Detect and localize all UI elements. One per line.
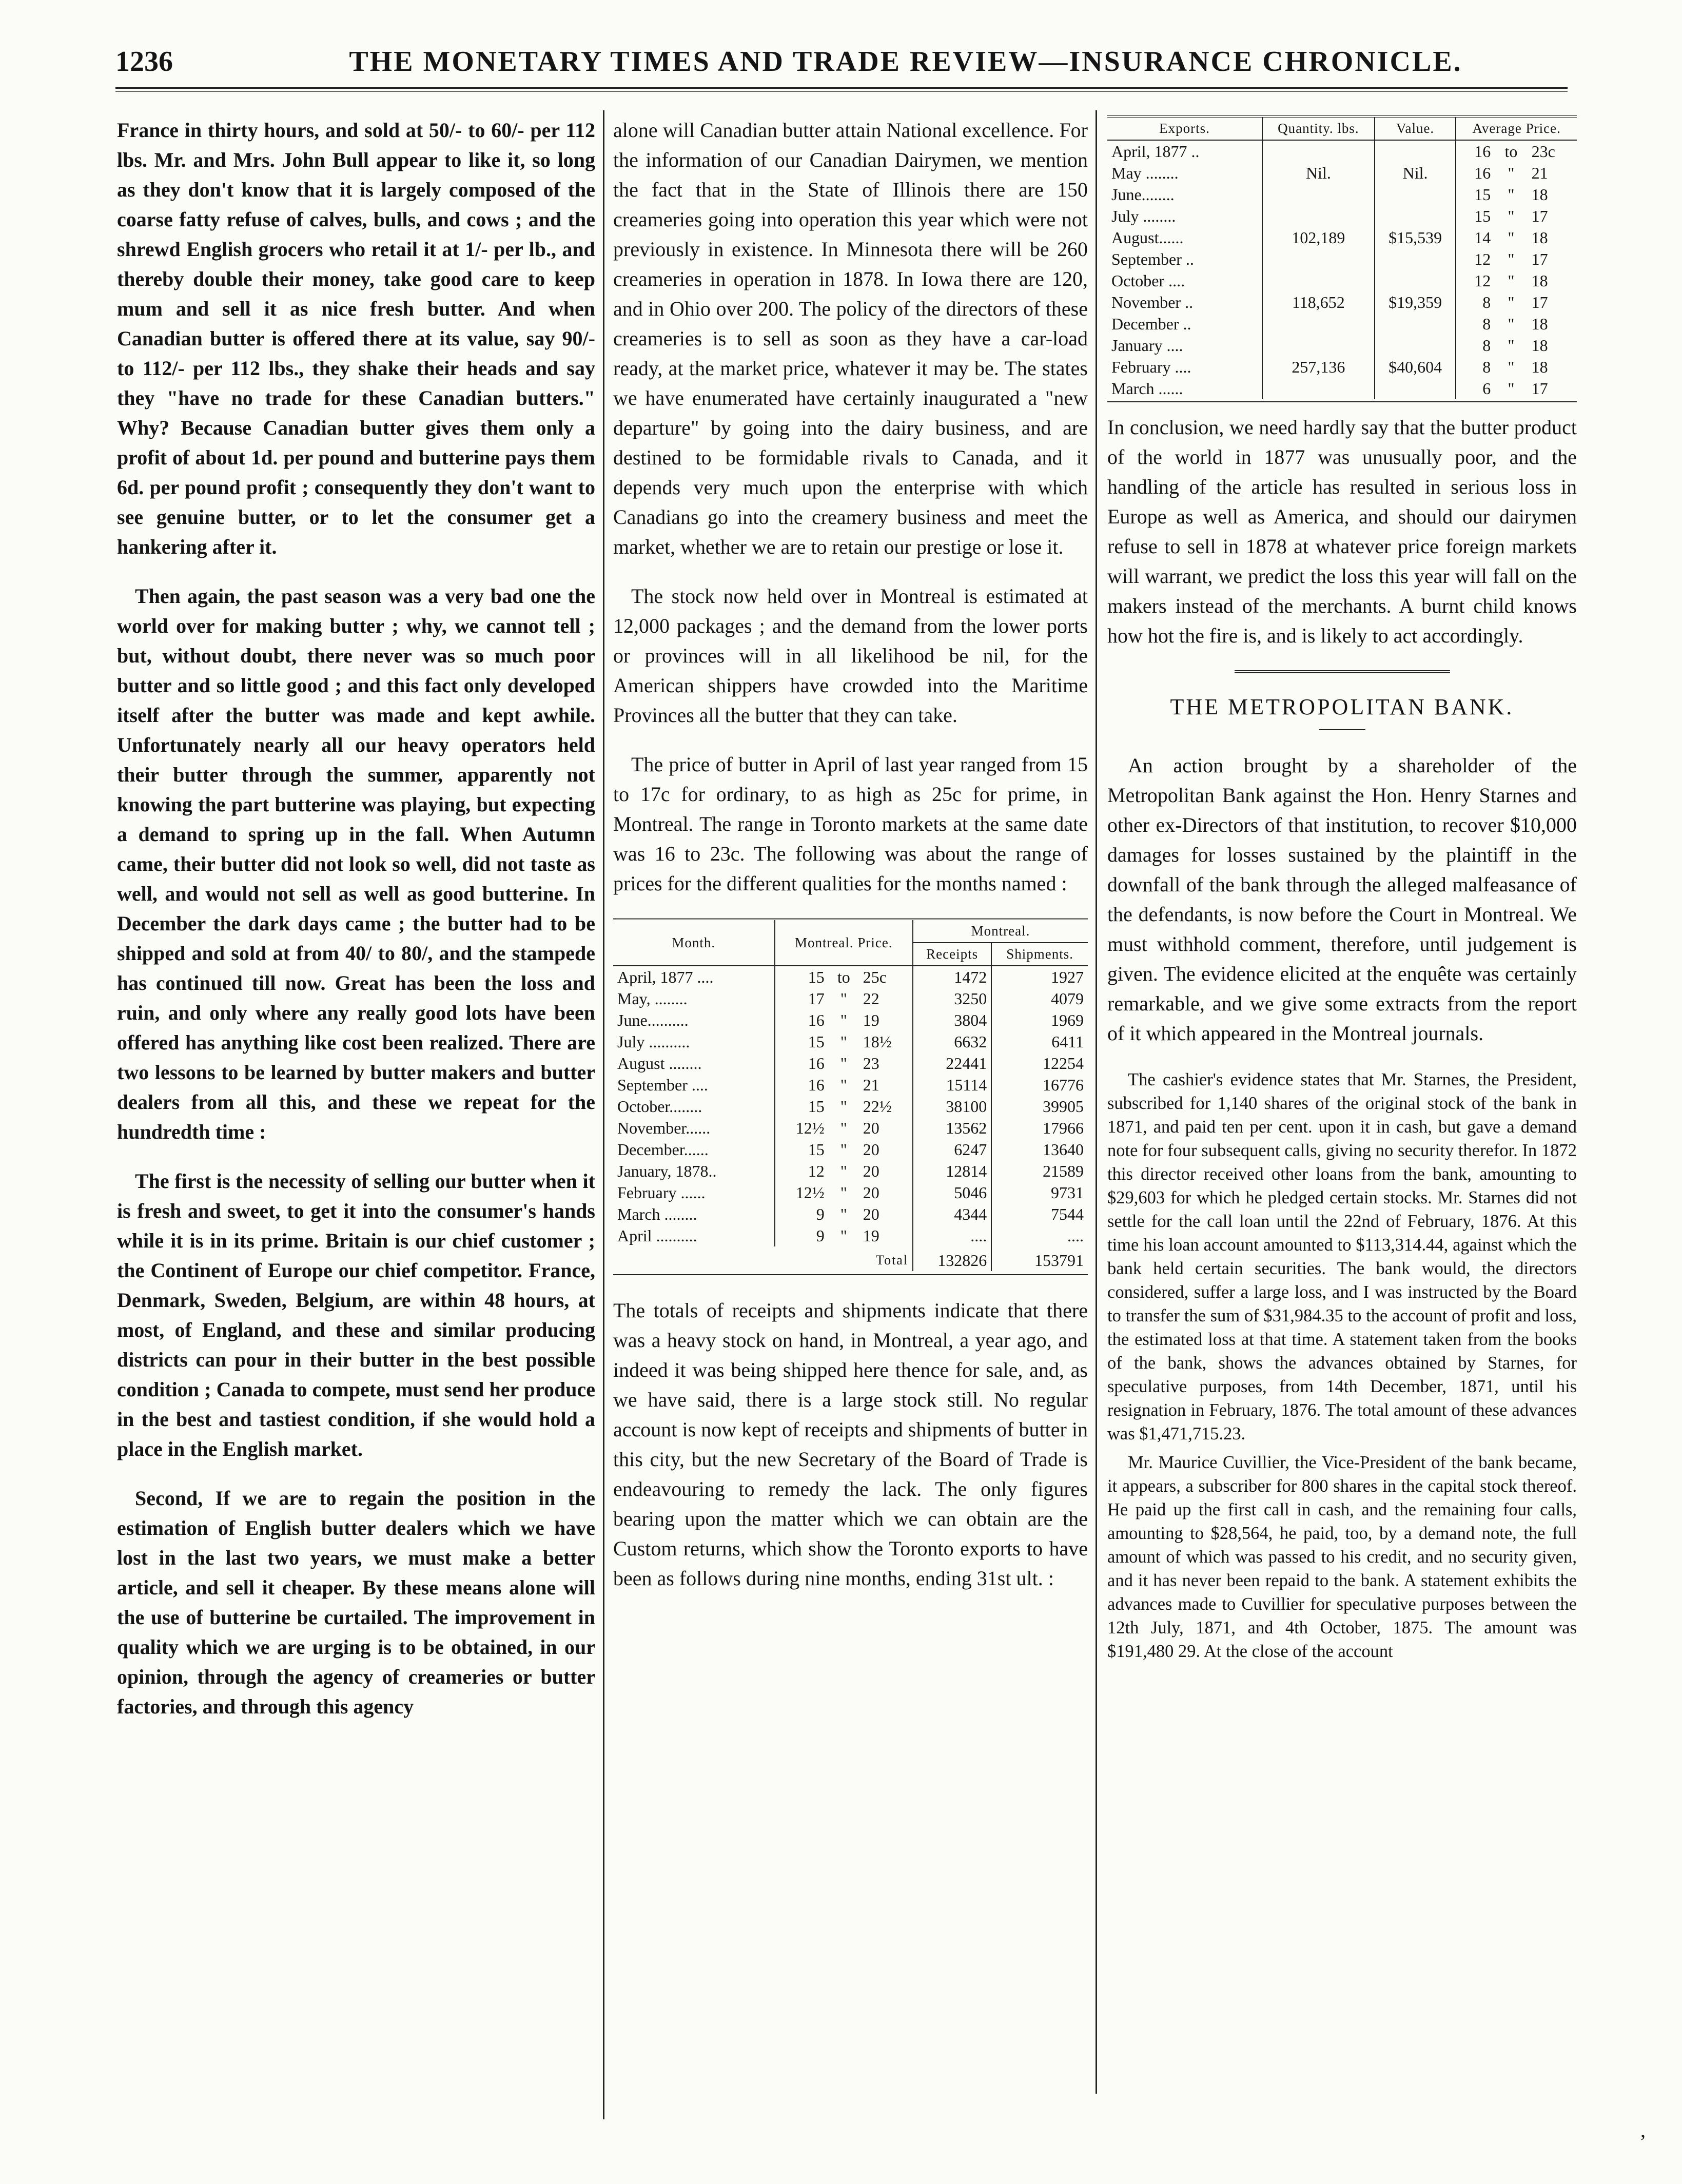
cell-receipts: 1472 [913,966,991,988]
table-row [613,1096,1088,1117]
cell-price-lo: 14 [1456,227,1495,248]
col3-paragraph-3: The cashier's evidence states that Mr. Starnes, the President, subscribed for 1,140 shares of the original stock of the bank in 1871, and paid ten per cent. upon it in cash, but gave a demand note for four subsequent calls, giving no security therefor. In 1872 this director received other loans from the bank, amounting to $29,603 for which he pledged certain stocks. Mr. Starnes did not settle for the call loan until the 22nd of February, 1876. At this time his loan account amounted to $113,314.44, against which the bank held certain securities. The bank would, the directors considered, suffer a large loss, and I was instructed by the Board to transfer the sum of $31,984.35 to the account of profit and loss, the estimated loss at that time. A statement taken from the books of the bank, shows the advances obtained by Starnes, for speculative purposes, from 14th December, 1871, until his resignation in February, 1876. The total amount of these advances was $1,471,715.23. [1107,1070,1577,1444]
cell-month: September .. [1111,250,1194,268]
cell-price-lo: 12 [1456,270,1495,291]
cell-lo: 12½ [775,1117,829,1139]
table-row [613,1074,1088,1096]
table-row [613,1009,1088,1031]
cell-quantity: 118,652 [1262,270,1375,335]
cell-receipts: 3804 [913,1009,991,1031]
cell-shipments: 17966 [991,1117,1088,1139]
cell-price-sep: " [1508,271,1515,290]
cell-receipts: 13562 [913,1117,991,1139]
exports-table-wrap [1107,115,1577,402]
col-header-average-price: Average Price. [1456,118,1577,140]
cell-price-hi: 17 [1531,250,1548,268]
cell-lo: 15 [775,1096,829,1117]
col-header-value: Value. [1375,118,1456,140]
cell-lo: 9 [775,1203,829,1225]
cell-hi: 20 [863,1140,879,1159]
cell-month: December...... [617,1140,709,1159]
cell-price-sep: " [1508,358,1515,376]
cell-price-hi: 17 [1531,379,1548,398]
cell-hi: 23 [863,1054,879,1072]
montreal-price-table [613,920,1088,1271]
cell-month: December .. [1111,315,1191,333]
cell-receipts: 15114 [913,1074,991,1096]
cell-receipts: 3250 [913,988,991,1009]
cell-price-sep: " [1508,185,1515,204]
cell-price-lo: 15 [1456,184,1495,205]
cell-price-sep: " [1508,315,1515,333]
cell-lo: 16 [775,1009,829,1031]
cell-receipts: 6632 [913,1031,991,1052]
page-number: 1236 [115,46,173,77]
cell-price-hi: 18 [1531,315,1548,333]
cell-receipts: 4344 [913,1203,991,1225]
cell-quantity: 102,189 [1262,205,1375,270]
cell-shipments: 6411 [991,1031,1088,1052]
cell-month: October .... [1111,271,1185,290]
cell-shipments: 39905 [991,1096,1088,1117]
cell-lo: 16 [775,1052,829,1074]
cell-shipments: 7544 [991,1203,1088,1225]
table-row [613,1052,1088,1074]
cell-hi: 19 [863,1226,879,1245]
table-row [613,1182,1088,1203]
column-rule-1 [603,110,604,2119]
col-header-receipts: Receipts [913,943,991,966]
cell-price-sep: " [1508,228,1515,247]
col-header-exports: Exports. [1107,118,1262,140]
col1-paragraph-1: France in thirty hours, and sold at 50/- to 60/- per 112 lbs. Mr. and Mrs. John Bull appear to like it, so long as they don't know that it is largely composed of the coarse fatty refuse of calves, bulls, and cows ; and the shrewd English grocers who retail it at 1/- per lb., and thereby double their money, take good care to keep mum and sell it as nice fresh butter. And when Canadian butter is offered there at its value, say 90/- to 112/- per 112 lbs., they shake their heads and say they "have no trade for these Canadian butters." Why? Because Canadian butter gives them only a profit of about 1d. per pound and butterine pays them 6d. per pound profit ; consequently they don't want to see genuine butter, or to let the consumer get a hankering after it. [117,119,595,558]
header-rule-thin [115,91,1568,92]
col1-paragraph-3: The first is the necessity of selling our butter when it is fresh and sweet, to get it into the consumer's hands while it is in its prime. Britain is our chief customer ; the Continent of Europe our chief competitor. France, Denmark, Sweden, Belgium, are within 48 hours, at most, of England, and these and similar producing districts can pour in their butter in the best possible condition ; Canada to compete, must send her produce in the best and tastiest condition, if she would hold a place in the English market. [117,1169,595,1460]
cell-price-hi: 18 [1531,358,1548,376]
cell-sep: " [840,1162,847,1180]
exports-row [1107,140,1577,162]
cell-month: March ........ [617,1205,697,1223]
table-row [613,1139,1088,1160]
cell-lo: 12½ [775,1182,829,1203]
cell-price-hi: 18 [1531,336,1548,355]
cell-shipments: 9731 [991,1182,1088,1203]
cell-month: July .......... [617,1032,690,1051]
cell-hi: 20 [863,1162,879,1180]
cell-receipts: 22441 [913,1052,991,1074]
cell-month: June........ [1111,185,1175,204]
cell-price-hi: 18 [1531,271,1548,290]
cell-price-lo: 15 [1456,205,1495,227]
cell-sep: " [840,1140,847,1159]
col2-paragraph-2: The stock now held over in Montreal is estimated at 12,000 packages ; and the demand from the lower ports or provinces will in all likelihood be nil, for the American shippers have crowded into the Maritime Provinces all the butter that they can take. [613,584,1088,727]
cell-month: August...... [1111,228,1184,247]
cell-shipments: 4079 [991,988,1088,1009]
cell-lo: 12 [775,1160,829,1182]
cell-price-lo: 12 [1456,248,1495,270]
cell-hi: 19 [863,1011,879,1029]
col2-paragraph-1: alone will Canadian butter attain National excellence. For the information of our Canadian Dairymen, we mention the fact that in the State of Illinois there are 150 creameries going into operation this year which were not previously in existence. In Minnesota there will be 260 creameries in operation in 1878. In Iowa there are 120, and in Ohio over 200. The policy of the directors of these creameries is to sell as soon as they have a car-load ready, at the market price, whatever it may be. The states we have enumerated have certainly inaugurated a "new departure" by going into the dairy business, and are destined to be formidable rivals to Canada, and it depends very much upon the enterprise with which Canadians go into the creamery business and meet the market, whether we are to retain our prestige or lose it. [613,119,1088,558]
cell-month: April .......... [617,1226,697,1245]
table-bottom-rule [613,1274,1088,1275]
cell-price-lo: 16 [1456,140,1495,162]
cell-lo: 9 [775,1225,829,1246]
cell-price-lo: 8 [1456,356,1495,378]
running-head: THE MONETARY TIMES AND TRADE REVIEW—INSURANCE CHRONICLE. [349,46,1462,77]
cell-price-sep: " [1508,207,1515,225]
cell-price-sep: " [1508,336,1515,355]
cell-sep: " [840,1119,847,1137]
col1-paragraph-4: Second, If we are to regain the position in the estimation of English butter dealers which we have lost in the last two years, we must make a better article, and sell it cheaper. By these means alone will the use of butterine be curtailed. The improvement in quality which we are urging is to be obtained, in our opinion, through the agency of creameries or butter factories, and through this agency [117,1487,595,1718]
cell-hi: 21 [863,1076,879,1094]
exports-table [1107,118,1577,399]
cell-price-hi: 17 [1531,207,1548,225]
cell-receipts: 12814 [913,1160,991,1182]
cell-month: June.......... [617,1011,689,1029]
cell-price-hi: 18 [1531,228,1548,247]
cell-value: $19,359 [1375,270,1456,335]
cell-receipts: 6247 [913,1139,991,1160]
cell-quantity: Nil. [1262,140,1375,205]
col2-paragraph-4: The totals of receipts and shipments indicate that there was a heavy stock on hand, in Montreal, a year ago, and indeed it was being shipped here thence for sale, and, as we have said, there is a large stock still. No regular account is now kept of receipts and shipments of butter in this city, but the new Secretary of the Board of Trade is endeavouring to remedy the lack. The only figures bearing upon the matter which we can obtain are the Custom returns, which show the Toronto exports to have been as follows during nine months, ending 31st ult. : [613,1299,1088,1590]
cell-month: September .... [617,1076,708,1094]
col3-paragraph-1: In conclusion, we need hardly say that the butter product of the world in 1877 was unusually poor, and the handling of the article has resulted in serious loss in Europe as well as America, and should our dairymen refuse to sell in 1878 at whatever price foreign markets will warrant, we predict the loss this year will fall on the makers instead of the merchants. A burnt child knows how hot the fire is, and is likely to act accordingly. [1107,416,1577,647]
cell-month: January, 1878.. [617,1162,717,1180]
cell-shipments: .... [991,1225,1088,1246]
cell-lo: 15 [775,1031,829,1052]
cell-month: October........ [617,1097,702,1116]
cell-price-lo: 8 [1456,313,1495,335]
exports-bottom-rule [1107,401,1577,402]
cell-quantity: 257,136 [1262,335,1375,399]
cell-price-hi: 21 [1531,164,1548,182]
cell-month: November...... [617,1119,711,1137]
cell-value: Nil. [1375,140,1456,205]
cell-price-hi: 18 [1531,185,1548,204]
page-header [115,45,1568,81]
cell-shipments: 1969 [991,1009,1088,1031]
cell-hi: 20 [863,1183,879,1202]
col3-paragraph-2: An action brought by a shareholder of the Metropolitan Bank against the Hon. Henry Starnes and other ex-Directors of that institution, to recover $10,000 damages for losses sustained by the plaintiff in the downfall of the bank through the alleged malfeasance of the defendants, is now before the Court in Montreal. We must withhold comment, therefore, until judgement is given. The evidence elicited at the enquête was certainly remarkable, and we give some extracts from the report of it which appeared in the Montreal journals. [1107,754,1577,1045]
cell-receipts: 38100 [913,1096,991,1117]
cell-price-sep: " [1508,293,1515,311]
cell-price-sep: to [1504,142,1518,161]
total-label: Total [876,1253,909,1268]
cell-month: July ........ [1111,207,1176,225]
col2-paragraph-3: The price of butter in April of last year ranged from 15 to 17c for ordinary, to as high as 25c for prime, in Montreal. The range in Toronto markets at the same date was 16 to 23c. The following was about the range of prices for the different qualities for the months named : [613,753,1088,895]
table-row [613,966,1088,988]
table-row [613,1160,1088,1182]
column-rule-2 [1096,110,1097,2094]
exports-row [1107,270,1577,291]
cell-sep: " [840,1226,847,1245]
col-header-month: Month. [613,920,775,966]
cell-shipments: 12254 [991,1052,1088,1074]
cell-receipts: .... [913,1225,991,1246]
cell-month: March ...... [1111,379,1183,398]
table-row [613,1117,1088,1139]
cell-month: November .. [1111,293,1194,311]
cell-hi: 20 [863,1119,879,1137]
column-2 [613,115,1088,1613]
section-heading-metropolitan-bank: THE METROPOLITAN BANK. [1170,694,1514,719]
col-header-shipments: Shipments. [991,943,1088,966]
cell-price-sep: " [1508,164,1515,182]
cell-shipments: 21589 [991,1160,1088,1182]
cell-price-hi: 23c [1531,142,1555,161]
col3-paragraph-4: Mr. Maurice Cuvillier, the Vice-President of the bank became, it appears, a subscriber for 800 shares in the capital stock thereof. He paid up the first call in cash, and the remaining four calls, amounting to $28,564, he paid, too, by a demand note, the full amount of which was passed to his credit, and no security given, and it has never been repaid to the bank. A statement exhibits the advances made to Cuvillier for speculative purposes between the 12th July, 1871, and 4th October, 1875. The amount was $191,480 29. At the close of the account [1107,1453,1577,1661]
cell-hi: 18½ [863,1032,892,1051]
cell-sep: " [840,989,847,1008]
cell-value: $40,604 [1375,335,1456,399]
cell-price-sep: " [1508,379,1515,398]
cell-month: February .... [1111,358,1191,376]
cell-sep: " [840,1183,847,1202]
cell-hi: 20 [863,1205,879,1223]
cell-price-lo: 6 [1456,378,1495,399]
cell-sep: " [840,1097,847,1116]
exports-row [1107,335,1577,356]
cell-hi: 25c [863,968,887,986]
cell-lo: 15 [775,966,829,988]
cell-month: January .... [1111,336,1183,355]
cell-hi: 22 [863,989,879,1008]
cell-month: April, 1877 .. [1111,142,1200,161]
cell-shipments: 13640 [991,1139,1088,1160]
col-header-quantity: Quantity. lbs. [1262,118,1375,140]
cell-sep: to [837,968,850,986]
cell-sep: " [840,1011,847,1029]
cell-hi: 22½ [863,1097,892,1116]
column-3 [1107,115,1577,1668]
cell-value: $15,539 [1375,205,1456,270]
cashier-evidence [1107,1068,1577,1663]
table-row [613,1203,1088,1225]
cell-shipments: 1927 [991,966,1088,988]
table-row [613,988,1088,1009]
cell-sep: " [840,1054,847,1072]
cell-sep: " [840,1205,847,1223]
heading-rule [1319,729,1365,730]
table-row [613,1031,1088,1052]
cell-price-lo: 8 [1456,335,1495,356]
cell-month: May ........ [1111,164,1179,182]
cell-month: May, ........ [617,989,688,1008]
cell-lo: 16 [775,1074,829,1096]
cell-lo: 15 [775,1139,829,1160]
col-header-montreal: Montreal. [913,920,1088,943]
cell-lo: 17 [775,988,829,1009]
cell-month: April, 1877 .... [617,968,714,986]
cell-sep: " [840,1076,847,1094]
cell-month: August ........ [617,1054,702,1072]
section-divider [1235,670,1450,673]
cell-receipts: 5046 [913,1182,991,1203]
col1-paragraph-2: Then again, the past season was a very bad one the world over for making butter ; why, we cannot tell ; but, without doubt, there never was so much poor butter and so little good ; and this fact only developed itself after the butter was made and kept awhile. Unfortunately nearly all our heavy operators held their butter through the summer, apparently not knowing the part butterine was playing, but expecting a demand to spring up in the fall. When Autumn came, their butter did not look so well, did not taste as well, and would not sell as well as good butterine. In December the dark days came ; the butter had to be shipped and sold at from 40/ to 80/, and the stampede has continued till now. Great has been the loss and ruin, and only where any really good lots have been offered has anything like cost been realized. There are two lessons to be learned by butter makers and butter dealers from all this, and these we repeat for the hundredth time : [117,584,595,1143]
cell-price-lo: 8 [1456,291,1495,313]
cell-price-lo: 16 [1456,162,1495,184]
total-receipts: 132826 [913,1246,991,1271]
cell-month: February ...... [617,1183,706,1202]
column-1 [117,115,595,1741]
cell-price-hi: 17 [1531,293,1548,311]
cell-shipments: 16776 [991,1074,1088,1096]
table-row [613,1225,1088,1246]
col-header-price: Montreal. Price. [775,920,913,966]
cell-sep: " [840,1032,847,1051]
header-rule [115,87,1568,89]
cell-price-sep: " [1508,250,1515,268]
montreal-price-table-wrap [613,918,1088,1275]
exports-row [1107,205,1577,227]
margin-mark: ’ [1639,2130,1647,2153]
total-shipments: 153791 [991,1246,1088,1271]
